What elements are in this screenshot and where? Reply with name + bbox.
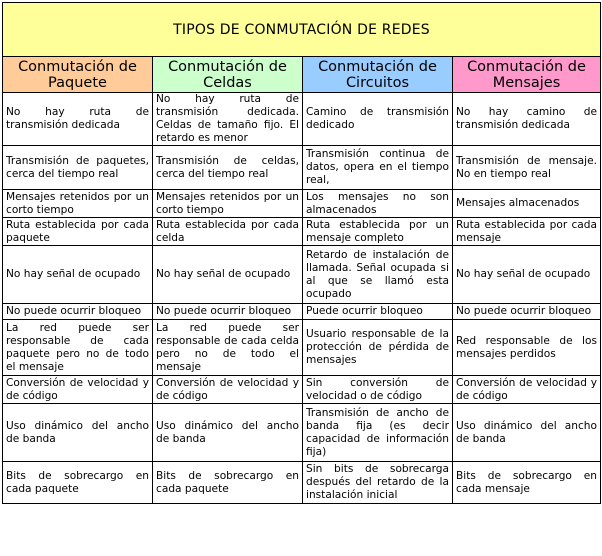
table-cell: Bits de sobrecargo en cada paquete	[153, 462, 303, 504]
network-switching-table	[2, 2, 601, 504]
column-header: Conmutación de Celdas	[153, 57, 303, 93]
table-cell: Red responsable de los mensajes perdidos	[453, 320, 601, 376]
column-header: Conmutación de Paquete	[3, 57, 153, 93]
table-cell: No puede ocurrir bloqueo	[453, 304, 601, 320]
table-cell: No hay señal de ocupado	[153, 246, 303, 304]
table-cell: Conversión de velocidad y de código	[3, 376, 153, 404]
table-cell: Usuario responsable de la protección de pérdida de mensajes	[303, 320, 453, 376]
table-cell: Ruta establecida por cada mensaje	[453, 218, 601, 246]
column-header-row	[3, 57, 601, 93]
table-row	[3, 404, 601, 462]
table-cell: Ruta establecida por un mensaje completo	[303, 218, 453, 246]
table-row	[3, 218, 601, 246]
table-cell: Sin conversión de velocidad o de código	[303, 376, 453, 404]
table-row	[3, 93, 601, 146]
table-cell: Uso dinámico del ancho de banda	[153, 404, 303, 462]
table-cell: Bits de sobrecargo en cada paquete	[3, 462, 153, 504]
column-header: Conmutación de Circuitos	[303, 57, 453, 93]
table-cell: Sin bits de sobrecarga después del retardo de la instalación inicial	[303, 462, 453, 504]
table-cell: No puede ocurrir bloqueo	[153, 304, 303, 320]
table-cell: Mensajes almacenados	[453, 190, 601, 218]
table-cell: Puede ocurrir bloqueo	[303, 304, 453, 320]
table-cell: Transmisión de paquetes, cerca del tiempo real	[3, 146, 153, 190]
table-cell: Conversión de velocidad y de código	[153, 376, 303, 404]
table-cell: No hay ruta de transmisión dedicada. Celdas de tamaño fijo. El retardo es menor	[153, 93, 303, 146]
table-cell: Camino de transmisión dedicado	[303, 93, 453, 146]
table-row	[3, 190, 601, 218]
table-cell: Retardo de instalación de llamada. Señal ocupada si al que se llamó esta ocupado	[303, 246, 453, 304]
table-cell: La red puede ser responsable de cada paquete pero no de todo el mensaje	[3, 320, 153, 376]
table-cell: La red puede ser responsable de cada celda pero no de todo el mensaje	[153, 320, 303, 376]
table-cell: Transmisión continua de datos, opera en el tiempo real,	[303, 146, 453, 190]
table-row	[3, 146, 601, 190]
column-header: Conmutación de Mensajes	[453, 57, 601, 93]
table-row	[3, 304, 601, 320]
table-cell: Transmisión de ancho de banda fija (es decir capacidad de información fija)	[303, 404, 453, 462]
table-cell: No hay camino de transmisión dedicada	[453, 93, 601, 146]
table-cell: Bits de sobrecargo en cada mensaje	[453, 462, 601, 504]
table-cell: Ruta establecida por cada celda	[153, 218, 303, 246]
table-cell: Transmisión de celdas, cerca del tiempo real	[153, 146, 303, 190]
table-cell: Uso dinámico del ancho de banda	[453, 404, 601, 462]
table-row	[3, 246, 601, 304]
table-row	[3, 320, 601, 376]
table-cell: Mensajes retenidos por un corto tiempo	[3, 190, 153, 218]
table-cell: Uso dinámico del ancho de banda	[3, 404, 153, 462]
table-cell: No hay señal de ocupado	[453, 246, 601, 304]
table-body	[3, 93, 601, 504]
table-cell: No hay señal de ocupado	[3, 246, 153, 304]
table-cell: No hay ruta de transmisión dedicada	[3, 93, 153, 146]
table-cell: Ruta establecida por cada paquete	[3, 218, 153, 246]
table-cell: Conversión de velocidad y de código	[453, 376, 601, 404]
table-cell: No puede ocurrir bloqueo	[3, 304, 153, 320]
table-cell: Transmisión de mensaje. No en tiempo real	[453, 146, 601, 190]
table-title: TIPOS DE CONMUTACIÓN DE REDES	[3, 3, 601, 57]
title-row	[3, 3, 601, 57]
table-cell: Los mensajes no son almacenados	[303, 190, 453, 218]
table-row	[3, 376, 601, 404]
table-cell: Mensajes retenidos por un corto tiempo	[153, 190, 303, 218]
table-row	[3, 462, 601, 504]
